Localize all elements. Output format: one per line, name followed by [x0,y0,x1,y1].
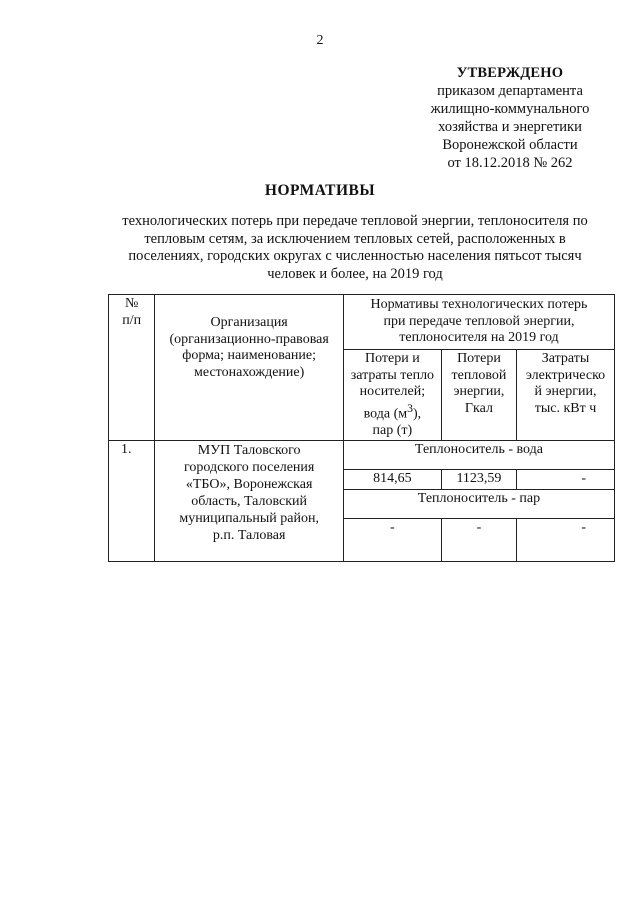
header-col-a-line: пар (т) [372,422,413,438]
steam-heat-losses-value: - [441,519,516,562]
approval-date-line: от 18.12.2018 № 262 [447,155,573,171]
approval-line: хозяйства и энергетики [438,119,582,135]
header-col-b-line: тепловой [451,367,507,383]
steam-carrier-losses-value: - [343,519,441,562]
approval-line: жилищно-коммунального [430,101,590,117]
org-line: МУП Таловского [197,443,301,459]
header-organization [155,295,344,441]
header-org-line: форма; наименование; [182,348,316,363]
header-col-c-line: тыс. кВт ч [534,400,597,416]
org-line: городского поселения [183,460,315,476]
header-electricity-costs [517,350,615,441]
water-carrier-losses-value: 814,65 [343,470,441,490]
org-line: область, Таловский [191,494,308,510]
document-subtitle [110,213,600,283]
section-label-water: Теплоноситель - вода [343,441,614,470]
header-group-line: теплоносителя на 2019 год [399,330,559,346]
header-col-b-line: Гкал [464,400,493,416]
header-group-line: при передаче тепловой энергии, [383,313,575,329]
subtitle-line: человек и более, на 2019 год [267,265,443,282]
header-col-a-line: носителей; [359,384,426,399]
approval-line: приказом департамента [437,83,583,99]
steam-electricity-value: - [517,519,615,562]
header-heat-losses [441,350,516,441]
header-carrier-losses [343,350,441,441]
header-col-c-line: й энергии, [534,384,597,399]
section-label-steam: Теплоноситель - пар [343,490,614,519]
water-electricity-value: - [517,470,615,490]
header-col-b-line: энергии, [453,384,505,399]
approval-block [400,64,620,172]
document-title: НОРМАТИВЫ [264,182,376,199]
water-heat-losses-value: 1123,59 [441,470,516,490]
header-group-line: Нормативы технологических потерь [370,297,588,313]
header-org-line: Организация [210,315,288,330]
header-number [109,295,155,441]
unit-prefix: вода (м [363,406,408,422]
row-number: 1. [109,441,155,562]
norms-table [108,294,615,562]
header-col-b-line: Потери [457,351,501,366]
subtitle-line: технологических потерь при передаче тепловой энергии, теплоносителя по [122,213,588,229]
header-col-a-unit [346,401,439,423]
header-col-c-line: электрическо [525,367,606,383]
unit-superscript: 3 [407,401,413,415]
approval-line: Воронежской области [442,137,578,153]
unit-suffix: ), [412,406,422,422]
header-norms-group [343,295,614,350]
org-line: «ТБО», Воронежская [185,477,313,493]
header-col-c-line: Затраты [541,351,590,366]
approval-heading: УТВЕРЖДЕНО [456,65,564,81]
header-org-line: (организационно-правовая [169,331,329,347]
org-line: р.п. Таловая [212,528,286,544]
header-col-a-line: Потери и [365,351,420,366]
org-line: муниципальный район, [179,511,319,527]
organization-cell [155,441,344,562]
page-number: 2 [316,33,324,48]
header-number-label: п/п [122,312,142,328]
header-org-line: местонахождение) [194,364,305,380]
header-number-sign: № [125,296,139,311]
header-col-a-line: затраты тепло [350,367,435,383]
subtitle-line: поселениях, городских округах с численностью населения пятьсот тысяч [128,248,582,264]
subtitle-line: тепловым сетям, за исключением тепловых сетей, расположенных в [144,230,566,247]
